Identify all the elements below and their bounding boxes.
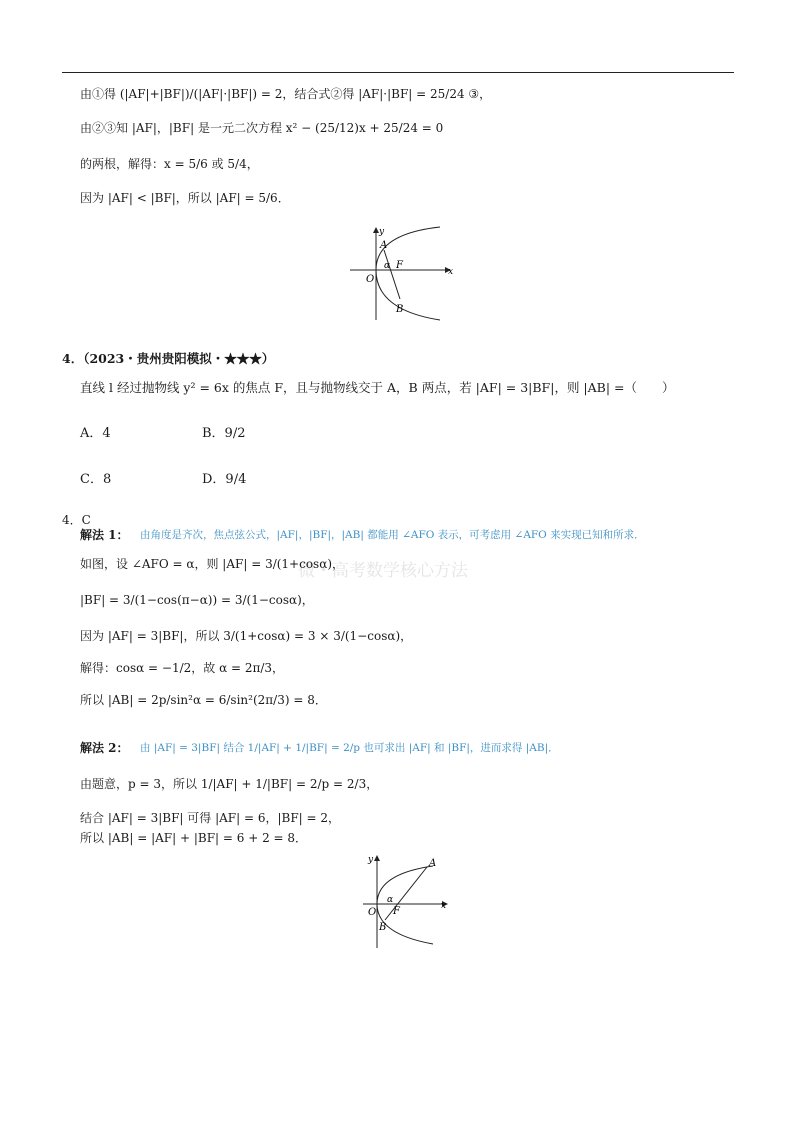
label-A: A [380,240,388,251]
prev-line-1: 由①得 (|AF|+|BF|)/(|AF|·|BF|) = 2，结合式②得 |AF|·|BF| = 25/24 ③， [80,87,492,101]
method-2-hint: 由 |AF| = 3|BF| 结合 1/|AF| + 1/|BF| = 2/p 也可求出 |AF| 和 |BF|，进而求得 |AB|． [140,742,559,754]
label-x: x [448,267,454,277]
label-F: F [393,906,400,917]
header-rule [62,72,734,73]
method-1-label: 解法 1： [80,528,129,542]
option-a[interactable]: A．4 [80,426,111,441]
solution-line-1: 如图，设 ∠AFO = α，则 |AF| = 3/(1+cosα)， [80,557,345,571]
label-B: B [396,304,404,315]
label-y: y [368,855,374,865]
label-O: O [366,274,375,285]
parabola-figure-2 [355,852,455,952]
option-d[interactable]: D．9/4 [202,472,247,487]
label-alpha: α [384,261,391,271]
solution-line-3: 因为 |AF| = 3|BF|，所以 3/(1+cosα) = 3 × 3/(1−cosα)， [80,629,413,643]
focal-chord [384,250,400,299]
solution-line-8: 所以 |AB| = |AF| + |BF| = 6 + 2 = 8． [80,831,308,845]
label-B: B [379,922,387,933]
solution-line-7: 结合 |AF| = 3|BF| 可得 |AF| = 6，|BF| = 2， [80,811,341,825]
solution-line-4: 解得：cosα = −1/2，故 α = 2π/3， [80,661,285,675]
prev-line-3: 的两根，解得：x = 5/6 或 5/4， [80,157,259,171]
option-b[interactable]: B．9/2 [202,426,246,441]
method-1-hint: 由角度是齐次，焦点弦公式，|AF|，|BF|，|AB| 都能用 ∠AFO 表示，可考虑用 ∠AFO 来实现已知和所求． [140,529,645,541]
solution-line-6: 由题意，p = 3，所以 1/|AF| + 1/|BF| = 2/p = 2/3， [80,777,379,791]
option-c[interactable]: C．8 [80,472,112,487]
label-alpha: α [387,895,394,905]
label-y: y [379,227,385,237]
question-stem: 直线 l 经过抛物线 y² = 6x 的焦点 F，且与抛物线交于 A，B 两点，若 |AF| = 3|BF|，则 |AB| =（ ） [80,380,675,395]
label-A: A [429,858,437,869]
solution-line-5: 所以 |AB| = 2p/sin²α = 6/sin²(2π/3) = 8． [80,693,327,707]
label-O: O [368,907,377,918]
label-F: F [396,260,403,271]
answer-header: 4．C [62,513,91,527]
method-2-label: 解法 2： [80,741,129,755]
question-header: 4．（2023・贵州贵阳模拟・★★★） [62,351,275,366]
solution-line-2: |BF| = 3/(1−cos(π−α)) = 3/(1−cosα)， [80,593,314,607]
focal-chord [385,867,427,920]
parabola-figure-1 [340,222,465,327]
watermark: 微・高考数学核心方法 [298,561,468,581]
label-x: x [441,901,447,911]
prev-line-4: 因为 |AF| < |BF|，所以 |AF| = 5/6． [80,191,290,205]
prev-line-2: 由②③知 |AF|，|BF| 是一元二次方程 x² − (25/12)x + 25/24 = 0 [80,121,444,135]
